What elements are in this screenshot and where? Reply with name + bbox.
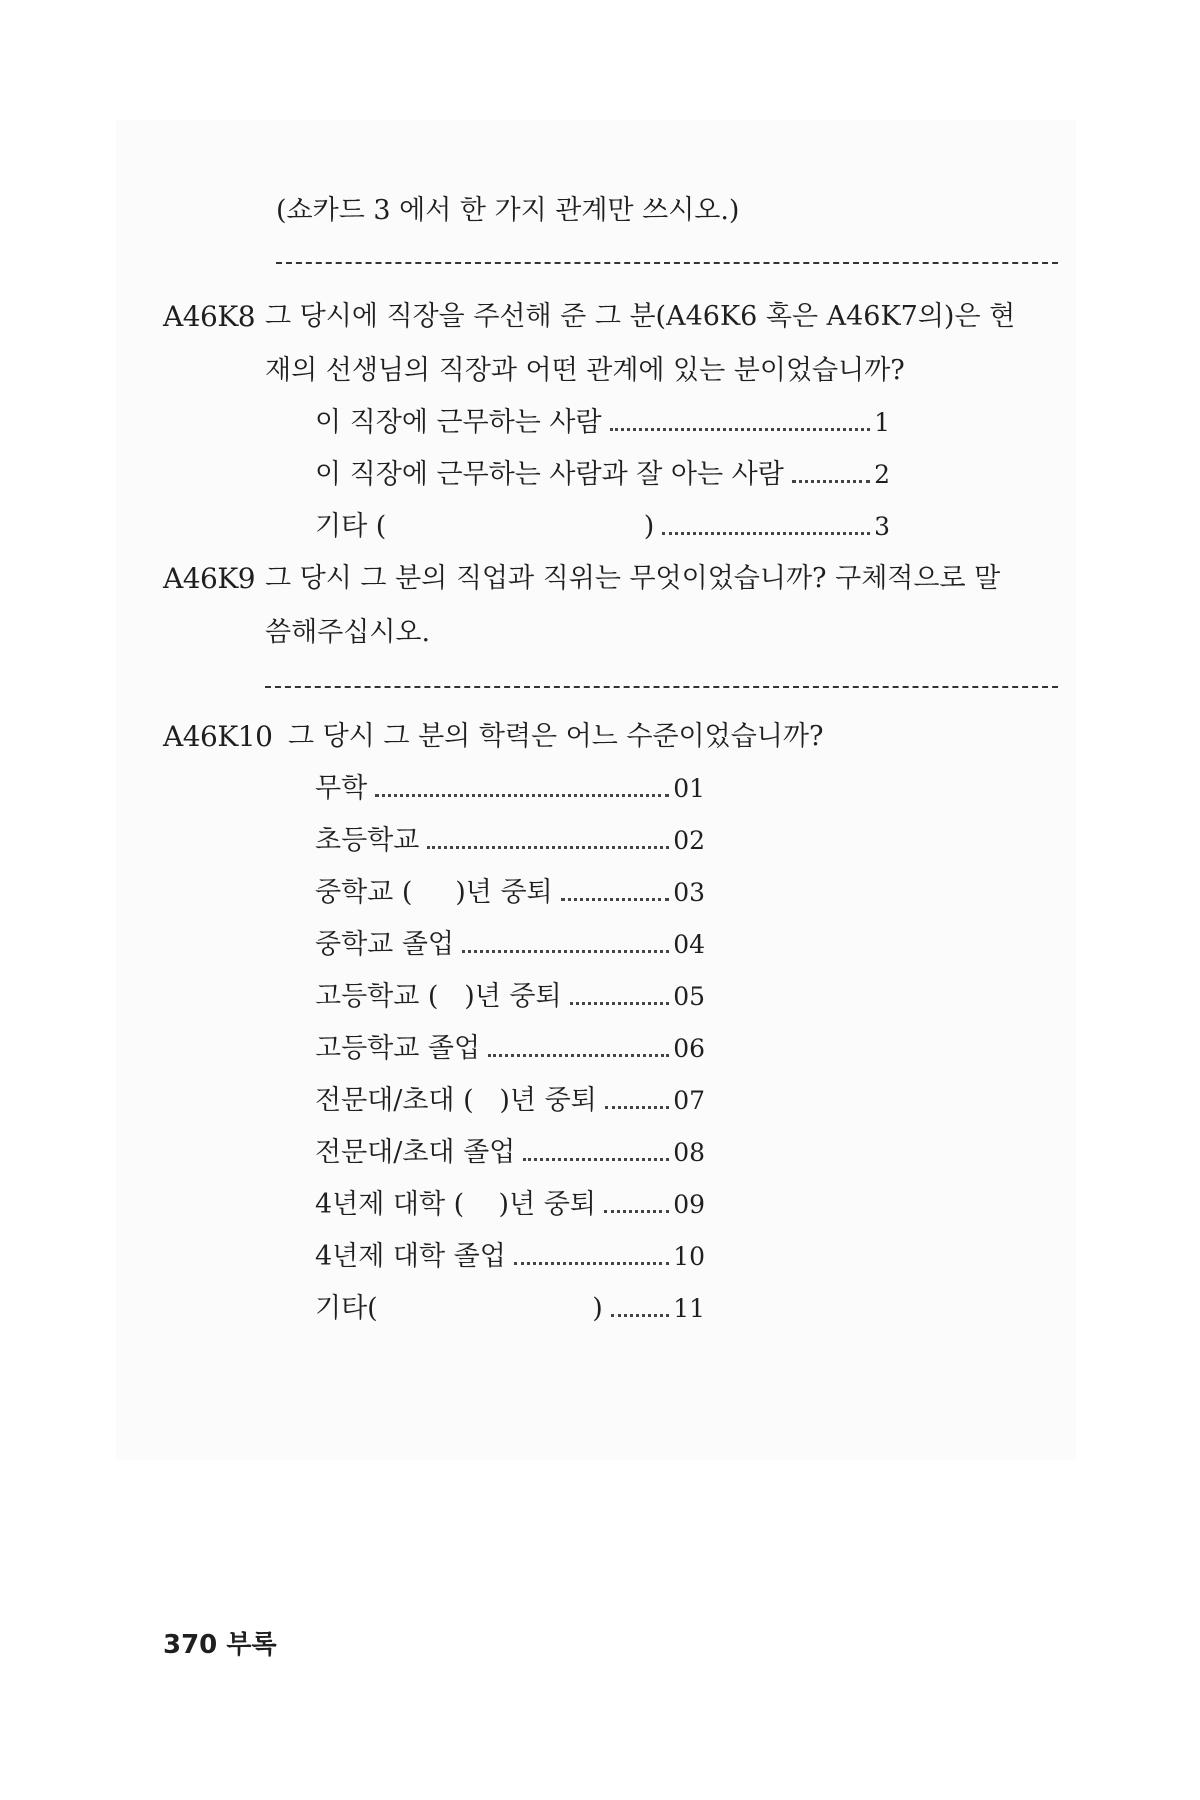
option-label: 기타( )	[315, 1293, 603, 1324]
question-text-k9-line1: 그 당시 그 분의 직업과 직위는 무엇이었습니까? 구체적으로 말	[265, 563, 1001, 594]
option-code: 1	[874, 408, 890, 437]
dot-leader	[792, 480, 870, 483]
dot-leader	[488, 1054, 669, 1057]
option-code: 10	[673, 1242, 705, 1271]
answer-option[interactable]	[315, 926, 705, 964]
dot-leader	[611, 1314, 669, 1317]
dot-leader	[610, 428, 871, 431]
option-code: 11	[673, 1294, 705, 1323]
option-label: 중학교 ( )년 중퇴	[315, 877, 553, 908]
option-label: 무학	[315, 773, 368, 804]
question-text-k8-line1: 그 당시에 직장을 주선해 준 그 분(A46K6 혹은 A46K7의)은 현	[265, 301, 1016, 332]
option-label: 전문대/초대 ( )년 중퇴	[315, 1085, 597, 1116]
option-code: 01	[673, 774, 705, 803]
dot-leader	[523, 1158, 669, 1161]
option-code: 05	[673, 982, 705, 1011]
dot-leader	[605, 1106, 669, 1109]
option-code: 2	[874, 460, 890, 489]
instruction-note: (쇼카드 3 에서 한 가지 관계만 쓰시오.)	[276, 195, 740, 226]
section-title: 부록	[226, 1630, 277, 1660]
option-label: 4년제 대학 졸업	[315, 1241, 506, 1272]
question-text-k9-line2: 씀해주십시오.	[265, 617, 431, 648]
dot-leader	[375, 794, 669, 797]
answer-option[interactable]	[315, 456, 890, 494]
page-number: 370	[163, 1630, 218, 1660]
question-text-k10: 그 당시 그 분의 학력은 어느 수준이었습니까?	[288, 721, 824, 752]
option-label: 전문대/초대 졸업	[315, 1137, 516, 1168]
answer-option[interactable]	[315, 1290, 705, 1328]
dot-leader	[570, 1002, 670, 1005]
answer-option[interactable]	[315, 1186, 705, 1224]
question-id-k8: A46K8	[163, 300, 256, 333]
answer-option[interactable]	[315, 874, 705, 912]
option-code: 06	[673, 1034, 705, 1063]
option-code: 07	[673, 1086, 705, 1115]
dot-leader	[427, 846, 669, 849]
option-label: 4년제 대학 ( )년 중퇴	[315, 1189, 596, 1220]
option-code: 09	[673, 1190, 705, 1219]
option-code: 02	[673, 826, 705, 855]
answer-option[interactable]	[315, 822, 705, 860]
option-label: 고등학교 ( )년 중퇴	[315, 981, 562, 1012]
dot-leader	[514, 1262, 669, 1265]
answer-option[interactable]	[315, 978, 705, 1016]
question-id-k10: A46K10	[163, 720, 273, 753]
option-label: 이 직장에 근무하는 사람과 잘 아는 사람	[315, 459, 784, 490]
dot-leader	[462, 950, 669, 953]
answer-option[interactable]	[315, 508, 890, 546]
question-text-k8-line2: 재의 선생님의 직장과 어떤 관계에 있는 분이었습니까?	[265, 355, 905, 386]
option-code: 03	[673, 878, 705, 907]
answer-option[interactable]	[315, 1082, 705, 1120]
option-label: 초등학교	[315, 825, 420, 856]
question-id-k9: A46K9	[163, 562, 256, 595]
option-label: 고등학교 졸업	[315, 1033, 481, 1064]
answer-option[interactable]	[315, 1238, 705, 1276]
dot-leader	[561, 898, 670, 901]
dot-leader	[604, 1210, 669, 1213]
option-code: 04	[673, 930, 705, 959]
answer-line-occupation	[265, 686, 1058, 688]
option-code: 08	[673, 1138, 705, 1167]
answer-option[interactable]	[315, 1134, 705, 1172]
answer-option[interactable]	[315, 404, 890, 442]
option-code: 3	[874, 512, 890, 541]
dot-leader	[662, 532, 870, 535]
page-footer	[163, 1628, 277, 1662]
answer-option[interactable]	[315, 1030, 705, 1068]
answer-line-relation	[276, 262, 1058, 264]
answer-option[interactable]	[315, 770, 705, 808]
option-label: 기타 ( )	[315, 511, 655, 542]
option-label: 이 직장에 근무하는 사람	[315, 407, 602, 438]
option-label: 중학교 졸업	[315, 929, 454, 960]
